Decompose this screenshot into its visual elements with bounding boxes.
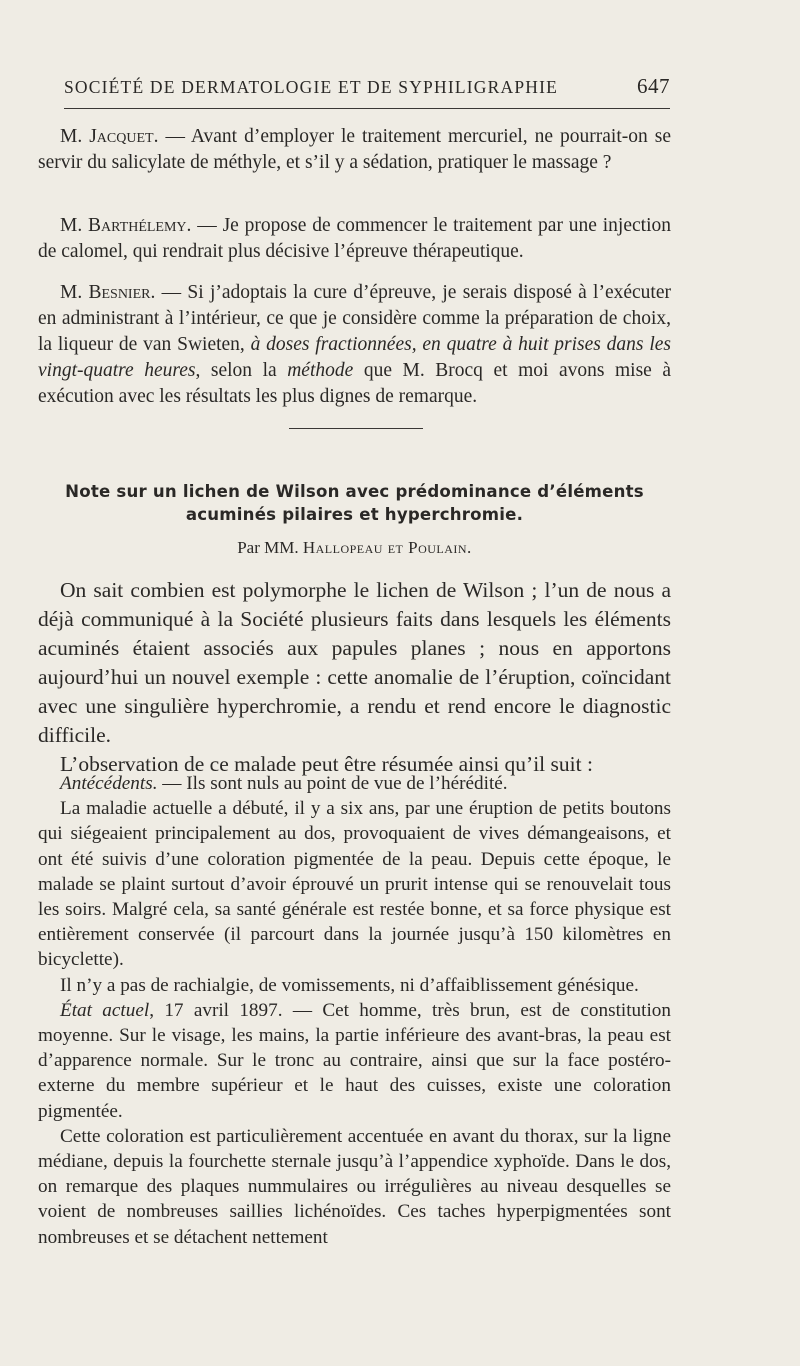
italic-dosage: à doses fractionnées, en quatre à huit prises dans les vingt-quatre heures [38,334,671,381]
paragraph-text: , 17 avril 1897. — Cet homme, très brun, est de constitution moyenne. Sur le visage, les mains, la partie inférieure des avant-bras, la peau est d’apparence normale. Sur le tronc au contraire, ainsi que sur la face postéro-externe du membre supérieur et le haut des cuisses, existe une coloration pigmentée. [38,999,671,1122]
speech-text: — Si j’adoptais la cure d’épreuve, je serais disposé à l’exécuter en administrant à l’intérieur, ce que je considère comme la préparation de choix, la liqueur de van Swieten, [38,282,671,355]
observation-body [38,771,671,1250]
discussion-jacquet [38,124,671,176]
title-line: Note sur un lichen de Wilson avec prédominance d’éléments [65,482,644,501]
paragraph: Il n’y a pas de rachialgie, de vomissements, ni d’affaiblissement génésique. [60,974,639,996]
paragraph: La maladie actuelle a débuté, il y a six ans, par une éruption de petits boutons qui siégeaient principalement au dos, provoquaient de vives démangeaisons, et ont été suivis d’une coloration pigmentée de la peau. Depuis cette époque, le malade se plaint surtout d’avoir éprouvé un prurit intense qui se renouvelait tous les soirs. Malgré cela, sa santé générale est restée bonne, et sa force physique est entièrement conservée (il parcourt dans la journée jusqu’à 150 kilomètres en bicyclette). [38,798,671,971]
speech-text: , selon la [195,360,288,381]
authors-prefix: Par MM. [237,538,303,557]
speech-text: que M. Brocq et moi avons mise à exécution avec les résultats les plus dignes de remarque. [38,360,672,407]
speech-text: — Je propose de commencer le traitement par une injection de calomel, qui rendrait plus décisive l’épreuve thérapeutique. [38,215,671,262]
discussion-besnier [38,280,671,410]
running-title: SOCIÉTÉ DE DERMATOLOGIE ET DE SYPHILIGRAPHIE [64,77,559,97]
paragraph: Cette coloration est particulièrement accentuée en avant du thorax, sur la ligne médiane, depuis la fourchette sternale jusqu’à l’appendice xyphoïde. Dans le dos, on remarque des plaques nummulaires ou irrégulières au niveau desquelles se voient de nombreuses saillies lichénoïdes. Ces taches hyperpigmentées sont nombreuses et se détachent nettement [38,1125,671,1248]
section-divider [289,428,423,429]
header-rule [64,108,670,109]
paragraph-text: — Ils sont nuls au point de vue de l’hérédité. [157,773,508,794]
speaker-name: M. Barthélemy. [60,215,192,236]
discussion-barthelemy [38,213,671,265]
speaker-name: M. Jacquet. [60,126,159,147]
authors-names: Hallopeau et Poulain. [302,538,472,557]
page-number: 647 [637,74,670,98]
paragraph: L’observation de ce malade peut être résumée ainsi qu’il suit : [60,752,593,776]
speech-text: — Avant d’employer le traitement mercuriel, ne pourrait-on se servir du salicylate de méthyle, et s’il y a sédation, pratiquer le massage ? [38,126,671,173]
intro-paragraph [38,576,671,779]
paragraph: On sait combien est polymorphe le lichen de Wilson ; l’un de nous a déjà communiqué à la Société plusieurs faits dans lesquels les éléments acuminés étaient associés aux papules planes ; nous en apportons aujourd’hui un nouvel exemple : cette anomalie de l’éruption, coïncidant avec une singulière hyperchromie, a rendu et rend encore le diagnostic difficile. [38,578,671,747]
section-label: Antécédents. [60,773,158,794]
title-line: acuminés pilaires et hyperchromie. [185,505,524,524]
running-header [64,74,670,99]
article-authors [38,538,671,558]
speaker-name: M. Besnier. [60,282,156,303]
section-label: État actuel [60,999,150,1021]
italic-methode: méthode [287,360,354,381]
article-title [38,480,671,526]
